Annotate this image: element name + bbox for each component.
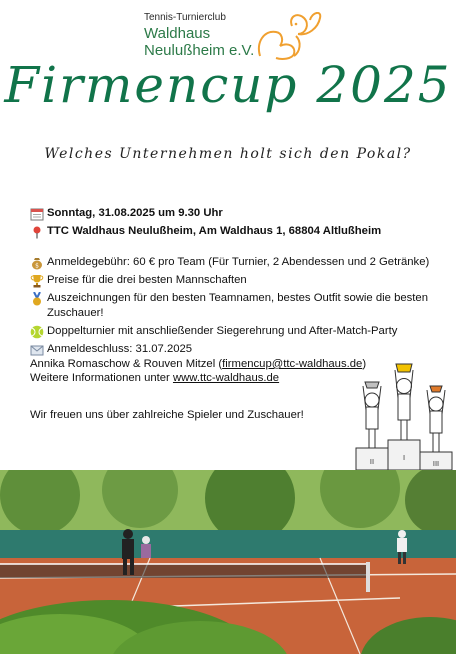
club-small-label: Tennis-Turnierclub xyxy=(144,12,226,23)
podium-label-second: II xyxy=(369,458,375,466)
squirrel-icon xyxy=(252,12,324,62)
club-name-line2: Neulußheim e.V. xyxy=(144,42,255,59)
awards-text: Auszeichnungen für den besten Teamnamen, bestes Outfit sowie die besten Zuschauer! xyxy=(47,292,428,319)
prizes-row xyxy=(30,273,432,288)
calendar-icon xyxy=(30,207,44,221)
deadline-row xyxy=(30,342,432,357)
figure-first xyxy=(395,364,413,440)
page-title: Firmencup 2025 xyxy=(4,56,452,114)
website-link[interactable]: www.ttc-waldhaus.de xyxy=(172,372,280,384)
event-location: TTC Waldhaus Neulußheim, Am Waldhaus 1, 68804 Altlußheim xyxy=(47,225,382,237)
page-subtitle: Welches Unternehmen holt sich den Pokal? xyxy=(44,146,412,162)
event-date-row xyxy=(30,206,432,221)
envelope-icon xyxy=(30,343,44,357)
club-name xyxy=(144,25,254,59)
medal-icon xyxy=(30,292,44,306)
contact-suffix: ) xyxy=(362,358,367,370)
tennis-court-photo xyxy=(0,470,456,654)
podium-label-first: I xyxy=(402,454,406,462)
trophy-icon xyxy=(30,274,44,288)
fee-row xyxy=(30,255,432,270)
fee-text: Anmeldegebühr: 60 € pro Team (Für Turnier, 2 Abendessen und 2 Getränke) xyxy=(47,256,430,268)
club-name-line1: Waldhaus xyxy=(144,25,211,42)
contact-email-link[interactable]: firmencup@ttc-waldhaus.de xyxy=(222,358,363,370)
svg-text:$: $ xyxy=(35,262,39,269)
tennis-ball-icon xyxy=(30,325,44,339)
prizes-text: Preise für die drei besten Mannschaften xyxy=(47,274,247,286)
tournament-row xyxy=(30,324,432,339)
money-bag-icon xyxy=(30,256,44,270)
figure-second xyxy=(363,382,381,448)
player-figure xyxy=(141,536,151,558)
podium-illustration xyxy=(352,356,456,472)
pin-icon xyxy=(30,225,44,239)
deadline-text: Anmeldeschluss: 31.07.2025 xyxy=(47,343,193,355)
tournament-text: Doppelturnier mit anschließender Siegerehrung und After-Match-Party xyxy=(47,325,398,337)
event-date: Sonntag, 31.08.2025 um 9.30 Uhr xyxy=(47,207,223,219)
podium-label-third: III xyxy=(432,460,440,468)
contact-names: Annika Romaschow & Rouven Mitzel ( xyxy=(30,358,223,370)
figure-third xyxy=(427,386,445,452)
event-location-row xyxy=(30,224,432,239)
closing-text: Wir freuen uns über zahlreiche Spieler und Zuschauer! xyxy=(30,409,304,421)
more-info-label: Weitere Informationen unter xyxy=(30,372,173,384)
awards-row xyxy=(30,291,432,321)
